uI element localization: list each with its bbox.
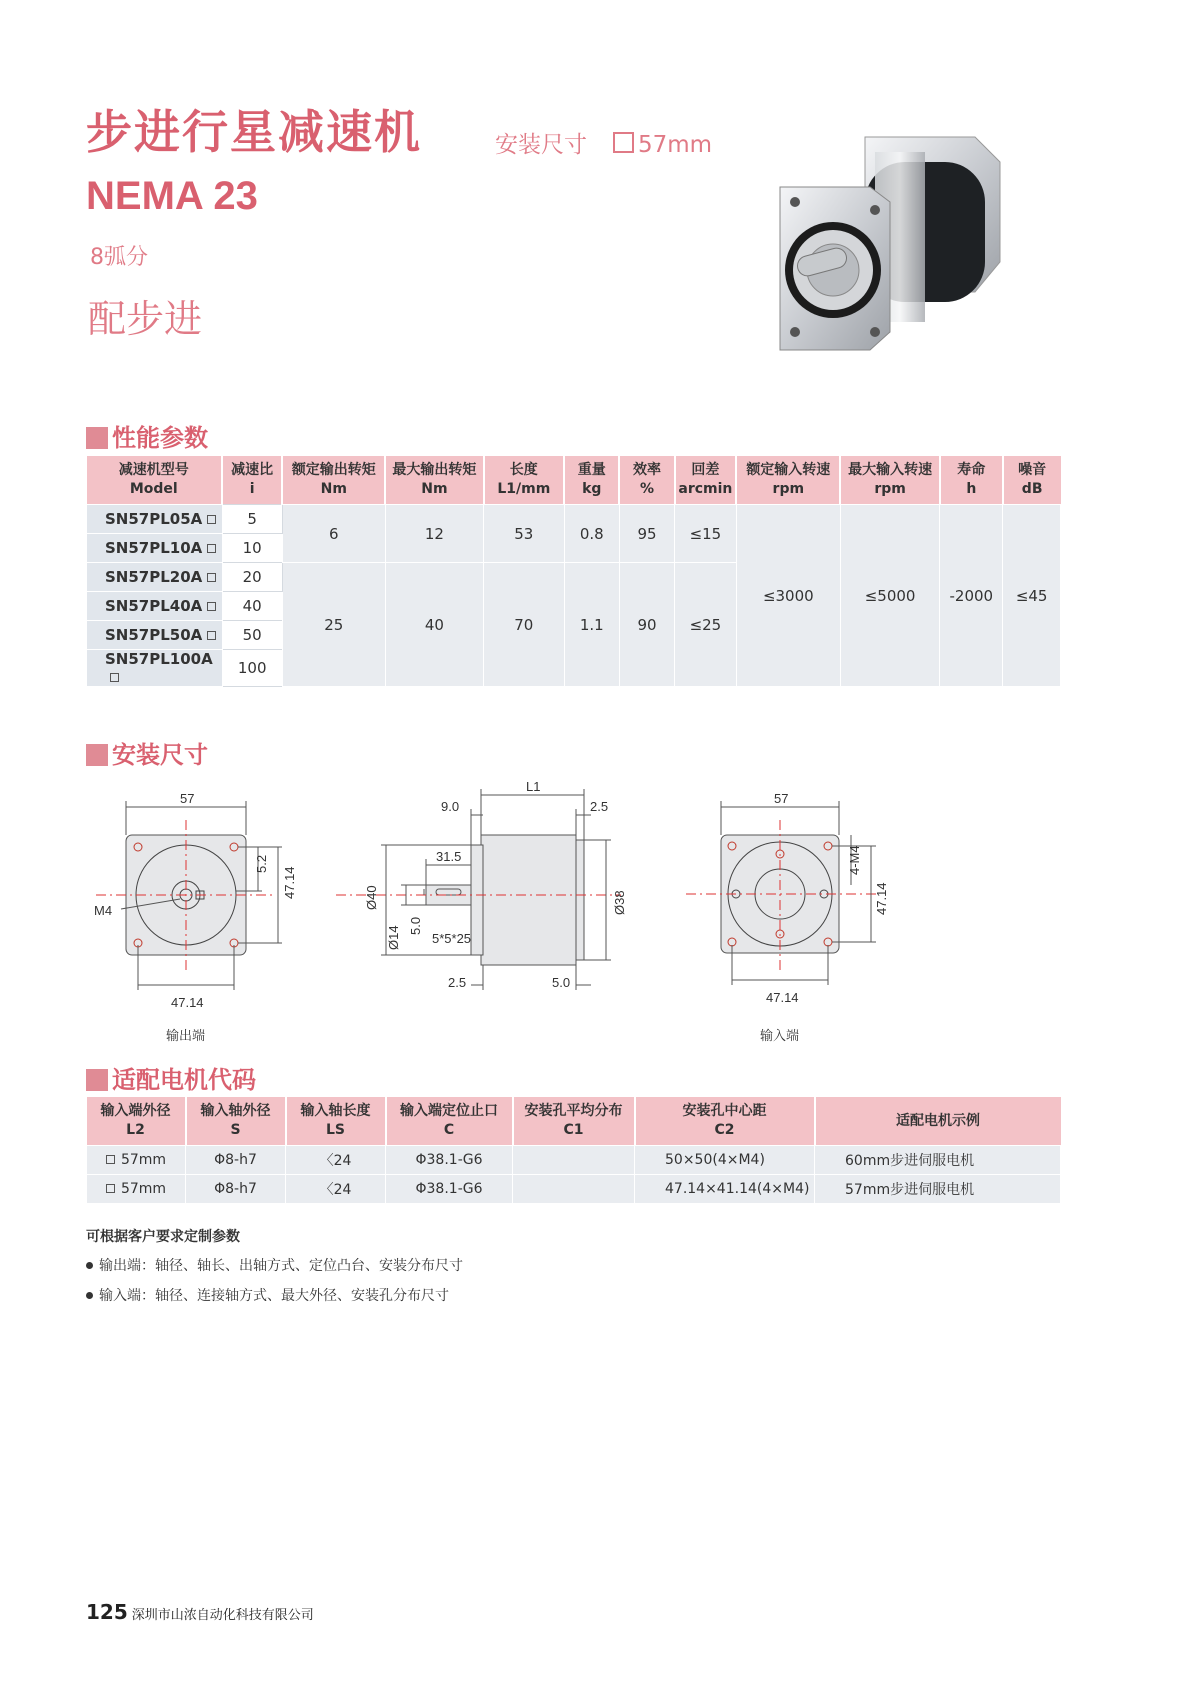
c2-cell: 50×50(4×M4) — [635, 1146, 815, 1175]
table-row — [87, 1175, 1061, 1204]
ratio-cell: 100 — [222, 650, 282, 687]
side-flange-label: 9.0 — [441, 799, 460, 814]
c-cell: Φ38.1-G6 — [386, 1146, 513, 1175]
c1-cell — [513, 1175, 635, 1204]
col-weight: 重量 kg — [564, 456, 619, 505]
side-shaft-length-label: 31.5 — [436, 849, 462, 864]
section-marker — [86, 744, 108, 766]
model-cell: SN57PL05A — [87, 505, 223, 534]
side-tail-label: 2.5 — [590, 799, 609, 814]
output-width-label: 57 — [180, 791, 195, 806]
input-pcd-vertical-label: 47.14 — [874, 882, 889, 915]
col-max-speed: 最大输入转速 rpm — [840, 456, 939, 505]
col-ratio: 减速比 i — [222, 456, 282, 505]
bullet-icon — [86, 1292, 93, 1299]
length-cell: 53 — [484, 505, 565, 563]
side-key-height-label: 5.0 — [408, 916, 423, 935]
section-motor-code — [86, 1060, 256, 1094]
ratio-cell: 10 — [222, 534, 282, 563]
col-motor-example: 适配电机示例 — [815, 1097, 1061, 1146]
col-s: 输入轴外径 S — [186, 1097, 286, 1146]
side-d14-label: Ø14 — [386, 925, 401, 950]
col-c2: 安装孔中心距 C2 — [635, 1097, 815, 1146]
rated-torque-cell: 6 — [282, 505, 385, 563]
input-width-label: 57 — [774, 791, 789, 806]
side-bottom-right-label: 5.0 — [552, 975, 571, 990]
output-caption: 输出端 — [166, 1028, 206, 1043]
mount-size-label: 安装尺寸 — [495, 132, 587, 158]
c1-cell — [513, 1146, 635, 1175]
page-title: 步进行星减速机 — [86, 105, 422, 159]
ls-cell: 〈24 — [286, 1175, 386, 1204]
backlash-cell: ≤25 — [675, 563, 737, 687]
input-pcd-label: 47.14 — [766, 990, 799, 1005]
model-cell: SN57PL100A — [87, 650, 223, 687]
note-item: 输出端：轴径、轴长、出轴方式、定位凸台、安装分布尺寸 — [86, 1255, 463, 1275]
section-title: 安装尺寸 — [112, 741, 208, 769]
input-caption: 输入端 — [760, 1028, 800, 1043]
side-bottom-left-label: 2.5 — [448, 975, 467, 990]
max-speed-cell: ≤5000 — [840, 505, 939, 687]
col-c1: 安装孔平均分布 C1 — [513, 1097, 635, 1146]
side-d40-label: Ø40 — [364, 885, 379, 910]
model-cell: SN57PL10A — [87, 534, 223, 563]
table-row — [87, 1146, 1061, 1175]
length-cell: 70 — [484, 563, 565, 687]
life-cell: -2000 — [940, 505, 1003, 687]
performance-table — [86, 456, 1061, 687]
gearbox-product-image — [775, 132, 1005, 354]
input-end-view — [686, 791, 889, 1043]
section-performance — [86, 418, 208, 452]
ratio-cell: 20 — [222, 563, 282, 592]
backlash-note: 8弧分 — [90, 245, 148, 270]
notes-title: 可根据客户要求定制参数 — [86, 1229, 240, 1245]
square-icon — [613, 132, 634, 153]
ratio-cell: 50 — [222, 621, 282, 650]
s-cell: Φ8-h7 — [186, 1175, 286, 1204]
motor-code-table — [86, 1097, 1061, 1204]
side-d38-label: Ø38 — [612, 890, 627, 915]
backlash-cell: ≤15 — [675, 505, 737, 563]
col-backlash: 回差 arcmin — [675, 456, 737, 505]
col-c: 输入端定位止口 C — [386, 1097, 513, 1146]
ratio-cell: 5 — [222, 505, 282, 534]
model-cell: SN57PL20A — [87, 563, 223, 592]
table-row — [87, 505, 1061, 534]
motor-example-cell: 57mm步进伺服电机 — [815, 1175, 1061, 1204]
weight-cell: 0.8 — [564, 505, 619, 563]
section-title: 适配电机代码 — [112, 1066, 256, 1094]
output-offset-label: 5.2 — [254, 854, 269, 873]
side-view — [336, 779, 627, 990]
table-header-row — [87, 1097, 1061, 1146]
ls-cell: 〈24 — [286, 1146, 386, 1175]
table-header-row — [87, 456, 1061, 505]
c2-cell: 47.14×41.14(4×M4) — [635, 1175, 815, 1204]
section-dimensions — [86, 735, 208, 769]
model-cell: SN57PL40A — [87, 592, 223, 621]
match-note: 配步进 — [88, 297, 203, 341]
col-model: 减速机型号 Model — [87, 456, 223, 505]
output-end-view — [94, 791, 297, 1043]
col-length: 长度 L1/mm — [484, 456, 565, 505]
input-holes-label: 4-M4 — [847, 845, 862, 875]
model-cell: SN57PL50A — [87, 621, 223, 650]
efficiency-cell: 90 — [619, 563, 674, 687]
output-hole-label: M4 — [94, 903, 113, 918]
mount-size — [495, 126, 712, 159]
ratio-cell: 40 — [222, 592, 282, 621]
mount-size-value: 57mm — [638, 132, 713, 158]
max-torque-cell: 40 — [385, 563, 483, 687]
dimension-drawings — [86, 775, 1061, 1045]
efficiency-cell: 95 — [619, 505, 674, 563]
col-l2: 输入端外径 L2 — [87, 1097, 186, 1146]
col-life: 寿命 h — [940, 456, 1003, 505]
output-pcd-vertical-label: 47.14 — [282, 866, 297, 899]
col-noise: 噪音 dB — [1003, 456, 1061, 505]
rated-torque-cell: 25 — [282, 563, 385, 687]
section-marker — [86, 1069, 108, 1091]
col-rated-torque: 额定输出转矩 Nm — [282, 456, 385, 505]
s-cell: Φ8-h7 — [186, 1146, 286, 1175]
side-key-label: 5*5*25 — [432, 931, 472, 946]
section-title: 性能参数 — [112, 424, 208, 452]
noise-cell: ≤45 — [1003, 505, 1061, 687]
col-max-torque: 最大输出转矩 Nm — [385, 456, 483, 505]
footer — [86, 1600, 314, 1624]
output-pcd-label: 47.14 — [171, 995, 204, 1010]
col-rated-speed: 额定输入转速 rpm — [736, 456, 840, 505]
c-cell: Φ38.1-G6 — [386, 1175, 513, 1204]
section-marker — [86, 427, 108, 449]
max-torque-cell: 12 — [385, 505, 483, 563]
weight-cell: 1.1 — [564, 563, 619, 687]
col-efficiency: 效率 % — [619, 456, 674, 505]
bullet-icon — [86, 1262, 93, 1269]
col-ls: 输入轴长度 LS — [286, 1097, 386, 1146]
motor-example-cell: 60mm步进伺服电机 — [815, 1146, 1061, 1175]
nema-title: NEMA 23 — [86, 174, 258, 218]
l2-cell: 57mm — [87, 1175, 186, 1204]
side-l1-label: L1 — [526, 779, 541, 794]
company-name: 深圳市山浓自动化科技有限公司 — [131, 1608, 314, 1623]
page-number: 125 — [86, 1600, 128, 1624]
l2-cell: 57mm — [87, 1146, 186, 1175]
rated-speed-cell: ≤3000 — [736, 505, 840, 687]
note-item: 输入端：轴径、连接轴方式、最大外径、安装孔分布尺寸 — [86, 1285, 449, 1305]
